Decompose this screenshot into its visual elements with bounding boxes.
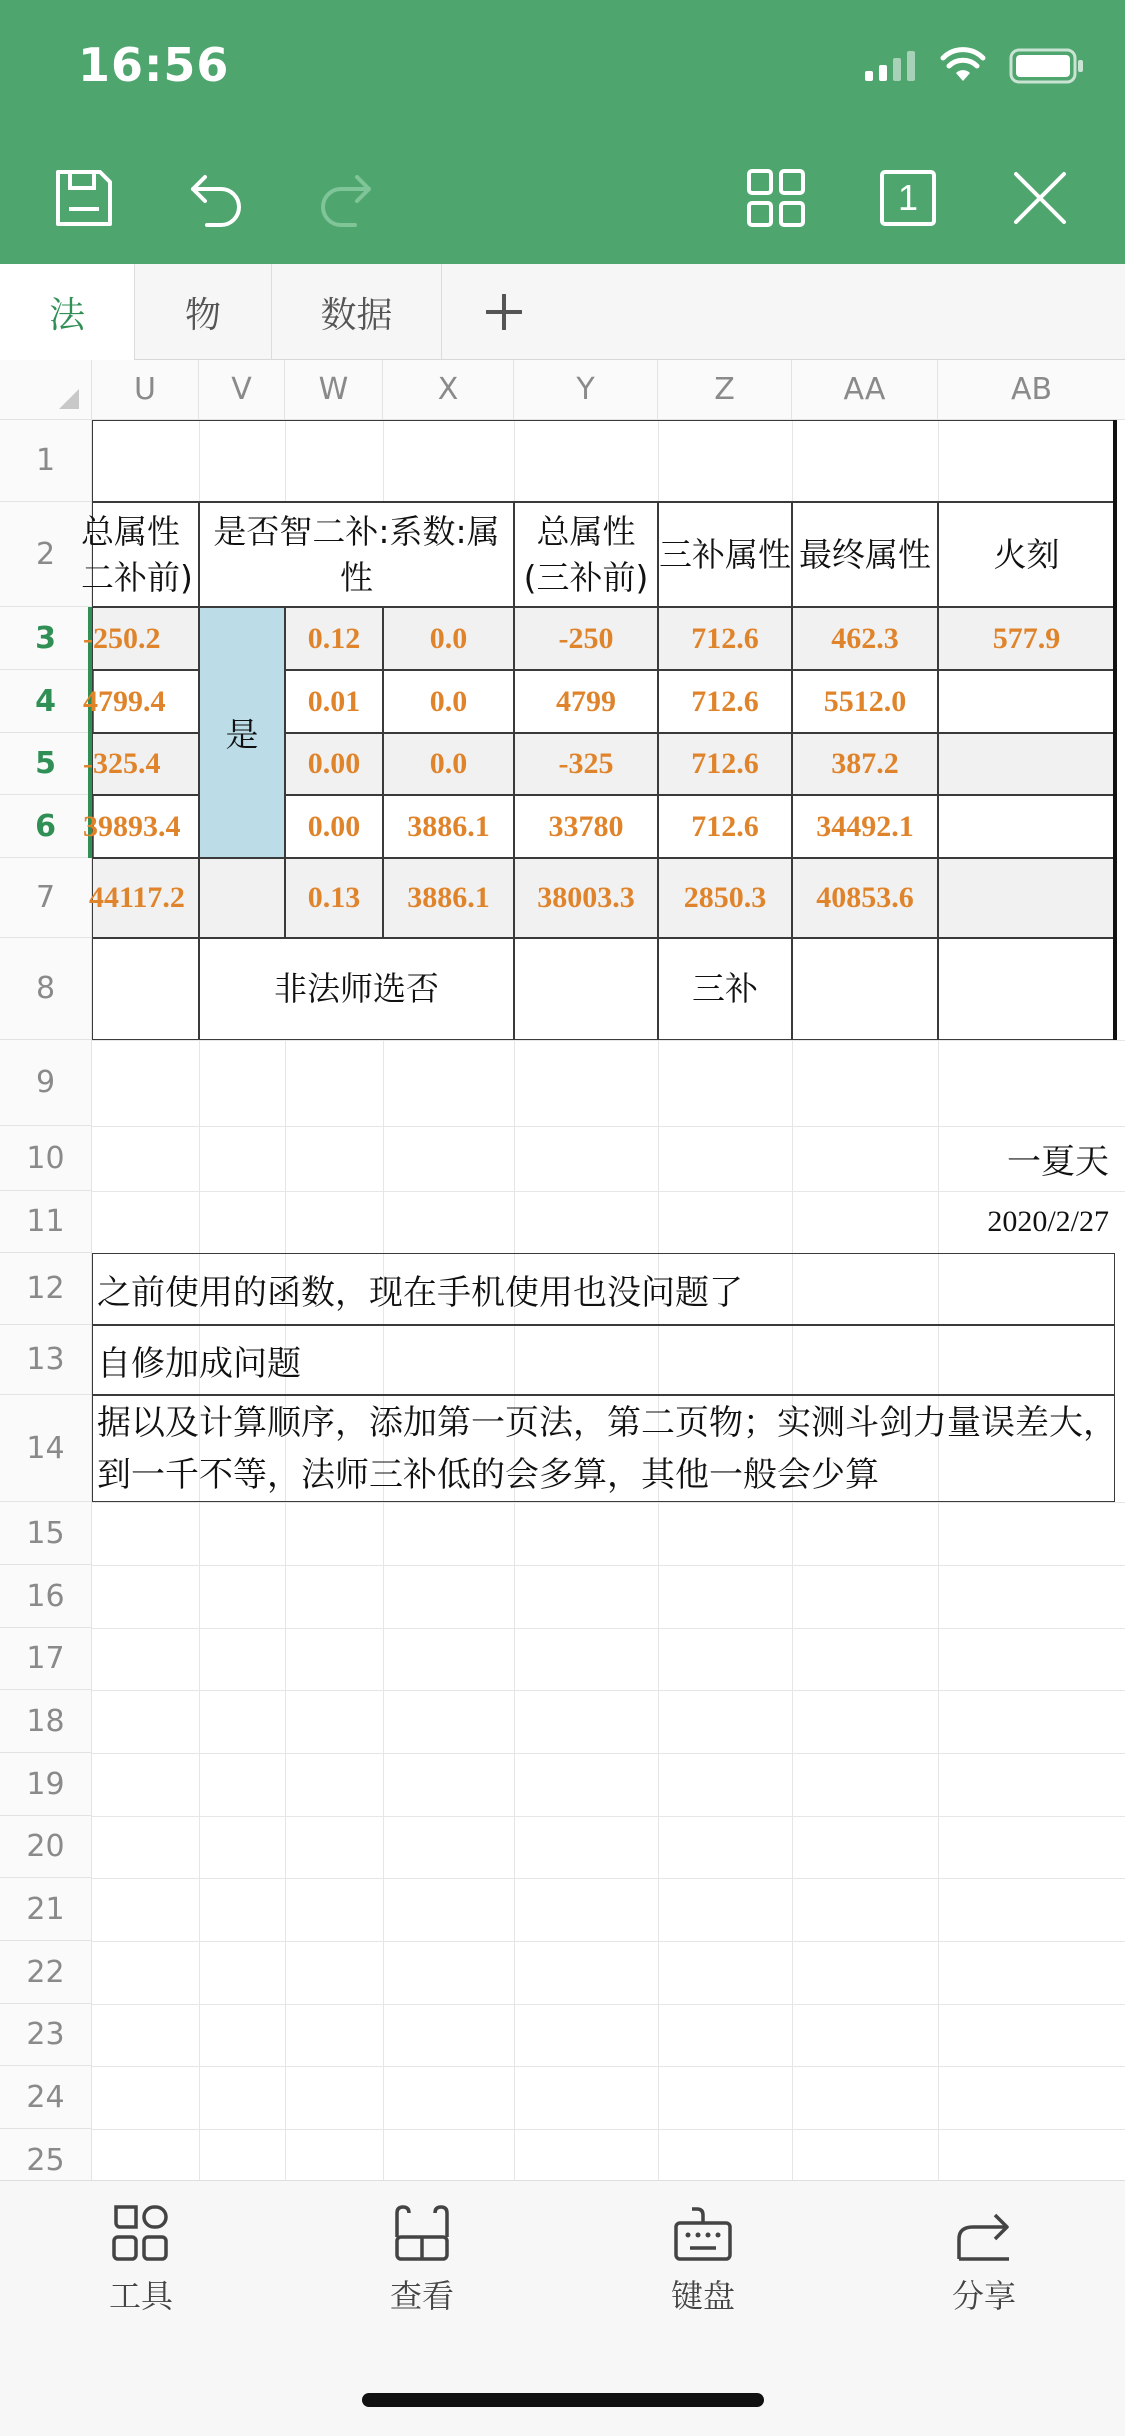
header-u-line1: 总属性 — [81, 511, 180, 551]
cell-y6[interactable]: 33780 — [514, 795, 658, 858]
cell-header-ab[interactable]: 火刻 — [938, 502, 1115, 607]
wifi-icon — [941, 49, 985, 87]
view-label: 查看 — [389, 2277, 454, 2315]
cell-ab8[interactable] — [938, 938, 1115, 1040]
cell-x4[interactable]: 0.0 — [383, 670, 514, 733]
row-header-10[interactable]: 10 — [0, 1126, 92, 1191]
row-header-2[interactable]: 2 — [0, 502, 92, 607]
cell-aa3[interactable]: 462.3 — [792, 607, 938, 670]
save-icon — [53, 167, 115, 229]
keyboard-button[interactable] — [623, 2203, 783, 2317]
header-u-line2: 二补前) — [81, 557, 193, 597]
row-header-12[interactable]: 12 — [0, 1253, 92, 1325]
undo-button[interactable] — [176, 158, 256, 238]
grid-icon — [745, 167, 807, 229]
cell-x3[interactable]: 0.0 — [383, 607, 514, 670]
cell-ab6[interactable] — [938, 795, 1115, 858]
cell-w7[interactable]: 0.13 — [285, 858, 383, 938]
cell-y4[interactable]: 4799 — [514, 670, 658, 733]
page-count-indicator: 1 — [880, 170, 936, 226]
cell-aa4[interactable]: 5512.0 — [792, 670, 938, 733]
redo-button[interactable] — [306, 158, 386, 238]
row-header-7[interactable]: 7 — [0, 858, 92, 938]
note-row-14-line1: 据以及计算顺序，添加第一页法，第二页物；实测斗剑力量误差大， — [97, 1402, 1117, 1443]
header-y-line1: 总属性 — [536, 511, 636, 551]
row-header-8[interactable]: 8 — [0, 938, 92, 1040]
cell-u4-value: 4799.4 — [83, 684, 166, 718]
table-right-border — [1113, 420, 1117, 1040]
cell-u5-value: -325.4 — [83, 747, 161, 780]
column-header-z[interactable]: Z — [658, 360, 792, 420]
status-time: 16:56 — [78, 38, 230, 92]
row-header-17[interactable]: 17 — [0, 1628, 92, 1690]
close-icon — [1010, 168, 1070, 228]
cell-aa8[interactable] — [792, 938, 938, 1040]
tab-sheet-wu[interactable]: 物 — [135, 264, 272, 360]
cell-ab4[interactable] — [938, 670, 1115, 733]
cell-u8[interactable] — [92, 938, 199, 1040]
app-header — [0, 0, 1125, 264]
cell-row1-merged[interactable] — [92, 420, 1115, 502]
row-header-13[interactable]: 13 — [0, 1325, 92, 1395]
home-indicator[interactable] — [362, 2393, 764, 2407]
row-header-18[interactable]: 18 — [0, 1690, 92, 1753]
undo-icon — [185, 167, 247, 229]
column-header-aa[interactable]: AA — [792, 360, 938, 420]
note-row-14-line2: 到一千不等，法师三补低的会多算，其他一般会少算 — [97, 1454, 879, 1495]
row-header-14[interactable]: 14 — [0, 1395, 92, 1502]
cell-u5[interactable] — [83, 733, 199, 795]
tools-icon — [110, 2203, 172, 2265]
column-header-u[interactable]: U — [92, 360, 199, 420]
cell-u6[interactable] — [83, 795, 199, 858]
cell-aa7[interactable]: 40853.6 — [792, 858, 938, 938]
row-header-20[interactable]: 20 — [0, 1816, 92, 1878]
row-header-25[interactable]: 25 — [0, 2129, 92, 2192]
row-header-4[interactable]: 4 — [0, 670, 92, 733]
row-header-23[interactable]: 23 — [0, 2004, 92, 2066]
row-header-16[interactable]: 16 — [0, 1565, 92, 1628]
sheet-tab-bar — [0, 264, 1125, 360]
row-header-3[interactable]: 3 — [0, 607, 92, 670]
cell-merged-yes[interactable]: 是 — [199, 607, 285, 858]
row-header-22[interactable]: 22 — [0, 1941, 92, 2004]
row-header-21[interactable]: 21 — [0, 1878, 92, 1941]
tools-button[interactable] — [61, 2203, 221, 2317]
row-header-24[interactable]: 24 — [0, 2066, 92, 2129]
row-header-6[interactable]: 6 — [0, 795, 92, 858]
row-header-9[interactable]: 9 — [0, 1040, 92, 1126]
header-vwx-line2: 性 — [340, 557, 373, 597]
cell-z3[interactable]: 712.6 — [658, 607, 792, 670]
keyboard-icon — [672, 2203, 734, 2265]
note-date[interactable]: 2020/2/27 — [987, 1205, 1109, 1238]
cell-v7[interactable] — [199, 858, 285, 938]
row-header-19[interactable]: 19 — [0, 1753, 92, 1816]
cell-x7[interactable]: 3886.1 — [383, 858, 514, 938]
add-sheet-button[interactable] — [442, 264, 566, 360]
cell-ab3[interactable]: 577.9 — [938, 607, 1115, 670]
cell-x5[interactable]: 0.0 — [383, 733, 514, 795]
cell-u3-value: -250.2 — [83, 621, 161, 655]
cellular-signal-icon — [865, 51, 917, 85]
tab-sheet-data[interactable]: 数据 — [272, 264, 442, 360]
row-header-15[interactable]: 15 — [0, 1502, 92, 1565]
cell-z8[interactable]: 三补 — [658, 938, 792, 1040]
row-header-11[interactable]: 11 — [0, 1191, 92, 1253]
grid-view-button[interactable] — [736, 158, 816, 238]
cell-z7[interactable]: 2850.3 — [658, 858, 792, 938]
cell-ab7[interactable] — [938, 858, 1115, 938]
header-y-line2: (三补前) — [523, 557, 649, 597]
cell-ab5[interactable] — [938, 733, 1115, 795]
cell-header-vwx[interactable] — [199, 502, 514, 607]
share-button[interactable] — [904, 2203, 1064, 2317]
cell-header-u[interactable] — [81, 502, 199, 607]
cell-w5[interactable]: 0.00 — [285, 733, 383, 795]
note-author[interactable]: 一夏天 — [1007, 1142, 1109, 1182]
header-vwx-line1: 是否智二补:系数:属 — [213, 511, 500, 551]
column-header-v[interactable]: V — [199, 360, 285, 420]
note-row-14[interactable] — [92, 1395, 1115, 1502]
cell-w3[interactable]: 0.12 — [285, 607, 383, 670]
cell-w4[interactable]: 0.01 — [285, 670, 383, 733]
close-button[interactable] — [1000, 158, 1080, 238]
cell-w6[interactable]: 0.00 — [285, 795, 383, 858]
cell-z5[interactable]: 712.6 — [658, 733, 792, 795]
cell-y3[interactable]: -250 — [514, 607, 658, 670]
cell-u3[interactable] — [83, 607, 199, 670]
spreadsheet-grid[interactable] — [0, 360, 1125, 2180]
column-header-ab[interactable]: AB — [938, 360, 1125, 420]
cell-aa5[interactable]: 387.2 — [792, 733, 938, 795]
share-icon — [953, 2203, 1015, 2265]
row-header-5[interactable]: 5 — [0, 733, 92, 795]
cell-z6[interactable]: 712.6 — [658, 795, 792, 858]
column-header-y[interactable]: Y — [514, 360, 658, 420]
cell-y8[interactable] — [514, 938, 658, 1040]
save-button[interactable] — [44, 158, 124, 238]
note-row-13[interactable]: 自修加成问题 — [92, 1325, 1115, 1395]
tools-label: 工具 — [108, 2277, 173, 2315]
cell-header-z[interactable]: 三补属性 — [658, 502, 792, 607]
view-button[interactable] — [342, 2203, 502, 2317]
cell-u4[interactable] — [83, 670, 199, 733]
redo-icon — [315, 167, 377, 229]
column-header-w[interactable]: W — [285, 360, 383, 420]
cell-aa6[interactable]: 34492.1 — [792, 795, 938, 858]
status-icons — [865, 44, 1085, 92]
cell-header-aa[interactable]: 最终属性 — [792, 502, 938, 607]
cell-u7[interactable] — [89, 858, 199, 938]
page-count-button[interactable] — [868, 158, 948, 238]
cell-vwx8[interactable]: 非法师选否 — [199, 938, 514, 1040]
cell-z4[interactable]: 712.6 — [658, 670, 792, 733]
cell-u7-value: 44117.2 — [89, 881, 185, 914]
keyboard-label: 键盘 — [670, 2277, 735, 2315]
cell-y5[interactable]: -325 — [514, 733, 658, 795]
cell-u6-value: 39893.4 — [83, 809, 181, 843]
tab-sheet-fa[interactable]: 法 — [0, 264, 135, 360]
row-header-1[interactable]: 1 — [0, 420, 92, 502]
note-row-12[interactable]: 之前使用的函数，现在手机使用也没问题了 — [92, 1253, 1115, 1325]
corner-triangle-icon — [59, 389, 79, 409]
cell-y7[interactable]: 38003.3 — [514, 858, 658, 938]
share-label: 分享 — [951, 2277, 1016, 2315]
cell-header-y[interactable] — [514, 502, 658, 607]
column-header-x[interactable]: X — [383, 360, 514, 420]
battery-icon — [1009, 48, 1085, 88]
select-all-corner[interactable] — [0, 360, 92, 420]
view-icon — [391, 2203, 453, 2265]
cell-x6[interactable]: 3886.1 — [383, 795, 514, 858]
plus-icon — [482, 290, 526, 334]
